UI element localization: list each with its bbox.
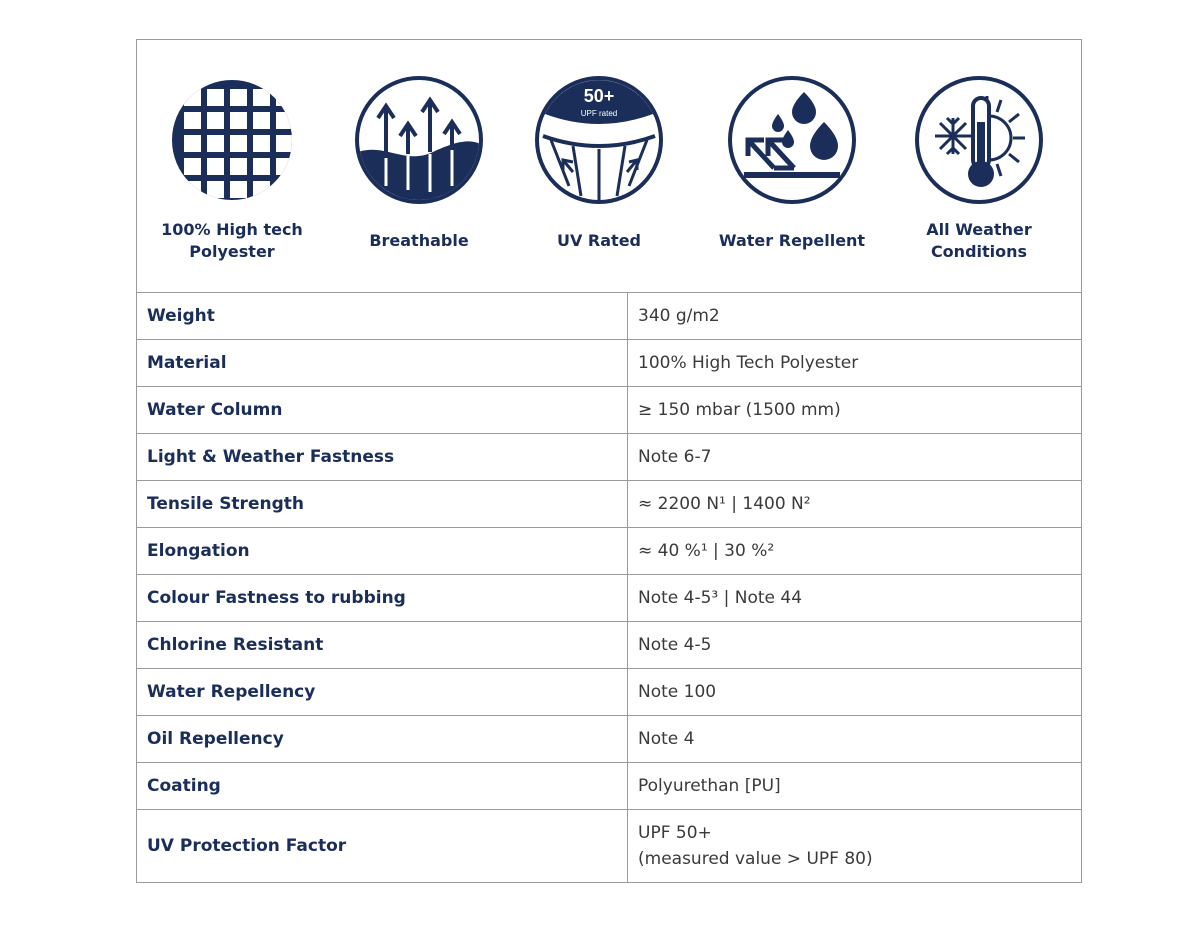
table-row xyxy=(137,763,1081,810)
table-row xyxy=(137,340,1081,387)
table-row xyxy=(137,293,1081,340)
spec-label: Water Repellency xyxy=(137,669,628,716)
feature-label: Breathable xyxy=(369,231,469,250)
feature-label: All Weather Conditions xyxy=(926,220,1032,261)
spec-value: 340 g/m2 xyxy=(638,306,720,326)
spec-label: Coating xyxy=(137,763,628,810)
feature-label: UV Rated xyxy=(556,231,641,250)
feature-breathable xyxy=(324,40,514,250)
feature-label: Water Repellent xyxy=(718,231,866,250)
spec-label: Water Column xyxy=(137,387,628,434)
spec-label: Weight xyxy=(137,293,628,340)
spec-label: Chlorine Resistant xyxy=(137,622,628,669)
spec-value: ≥ 150 mbar (1500 mm) xyxy=(628,387,1082,434)
feature-water-repellent xyxy=(697,40,887,250)
spec-value: Note 4-5³ | Note 44 xyxy=(628,575,1082,622)
table-row xyxy=(137,716,1081,763)
uv-rated-icon xyxy=(533,74,665,206)
all-weather-icon xyxy=(913,74,1045,206)
spec-label: Material xyxy=(137,340,628,387)
table-row xyxy=(137,528,1081,575)
table-row xyxy=(137,810,1081,883)
table-row xyxy=(137,669,1081,716)
spec-label: Light & Weather Fastness xyxy=(137,434,628,481)
spec-value: Note 4-5 xyxy=(628,622,1082,669)
spec-value: Note 6-7 xyxy=(628,434,1082,481)
water-repellent-icon xyxy=(726,74,858,206)
spec-value: 100% High Tech Polyester xyxy=(628,340,1082,387)
spec-value: Note 100 xyxy=(628,669,1082,716)
table-row xyxy=(137,622,1081,669)
feature-label: 100% High tech Polyester xyxy=(161,220,303,261)
feature-icon-band xyxy=(137,40,1081,293)
spec-label: UV Protection Factor xyxy=(137,810,628,883)
spec-value: Polyurethan [PU] xyxy=(628,763,1082,810)
feature-polyester xyxy=(137,40,327,261)
fabric-grid-icon xyxy=(166,74,298,206)
table-row xyxy=(137,481,1081,528)
feature-all-weather xyxy=(884,40,1074,261)
spec-value: UPF 50+ (measured value > UPF 80) xyxy=(628,810,1082,883)
upf-badge-caption: UPF rated xyxy=(580,109,618,118)
feature-uv xyxy=(504,40,694,250)
spec-sheet xyxy=(136,39,1082,883)
spec-label: Oil Repellency xyxy=(137,716,628,763)
spec-value: Note 4 xyxy=(628,716,1082,763)
spec-table xyxy=(137,293,1081,882)
spec-label: Colour Fastness to rubbing xyxy=(137,575,628,622)
breathable-arrows-icon xyxy=(353,74,485,206)
spec-label: Tensile Strength xyxy=(137,481,628,528)
upf-badge-value: 50+ xyxy=(583,86,615,106)
table-row xyxy=(137,434,1081,481)
spec-value: ≈ 40 %¹ | 30 %² xyxy=(628,528,1082,575)
spec-label: Elongation xyxy=(137,528,628,575)
table-row xyxy=(137,575,1081,622)
spec-value: ≈ 2200 N¹ | 1400 N² xyxy=(628,481,1082,528)
table-row xyxy=(137,387,1081,434)
